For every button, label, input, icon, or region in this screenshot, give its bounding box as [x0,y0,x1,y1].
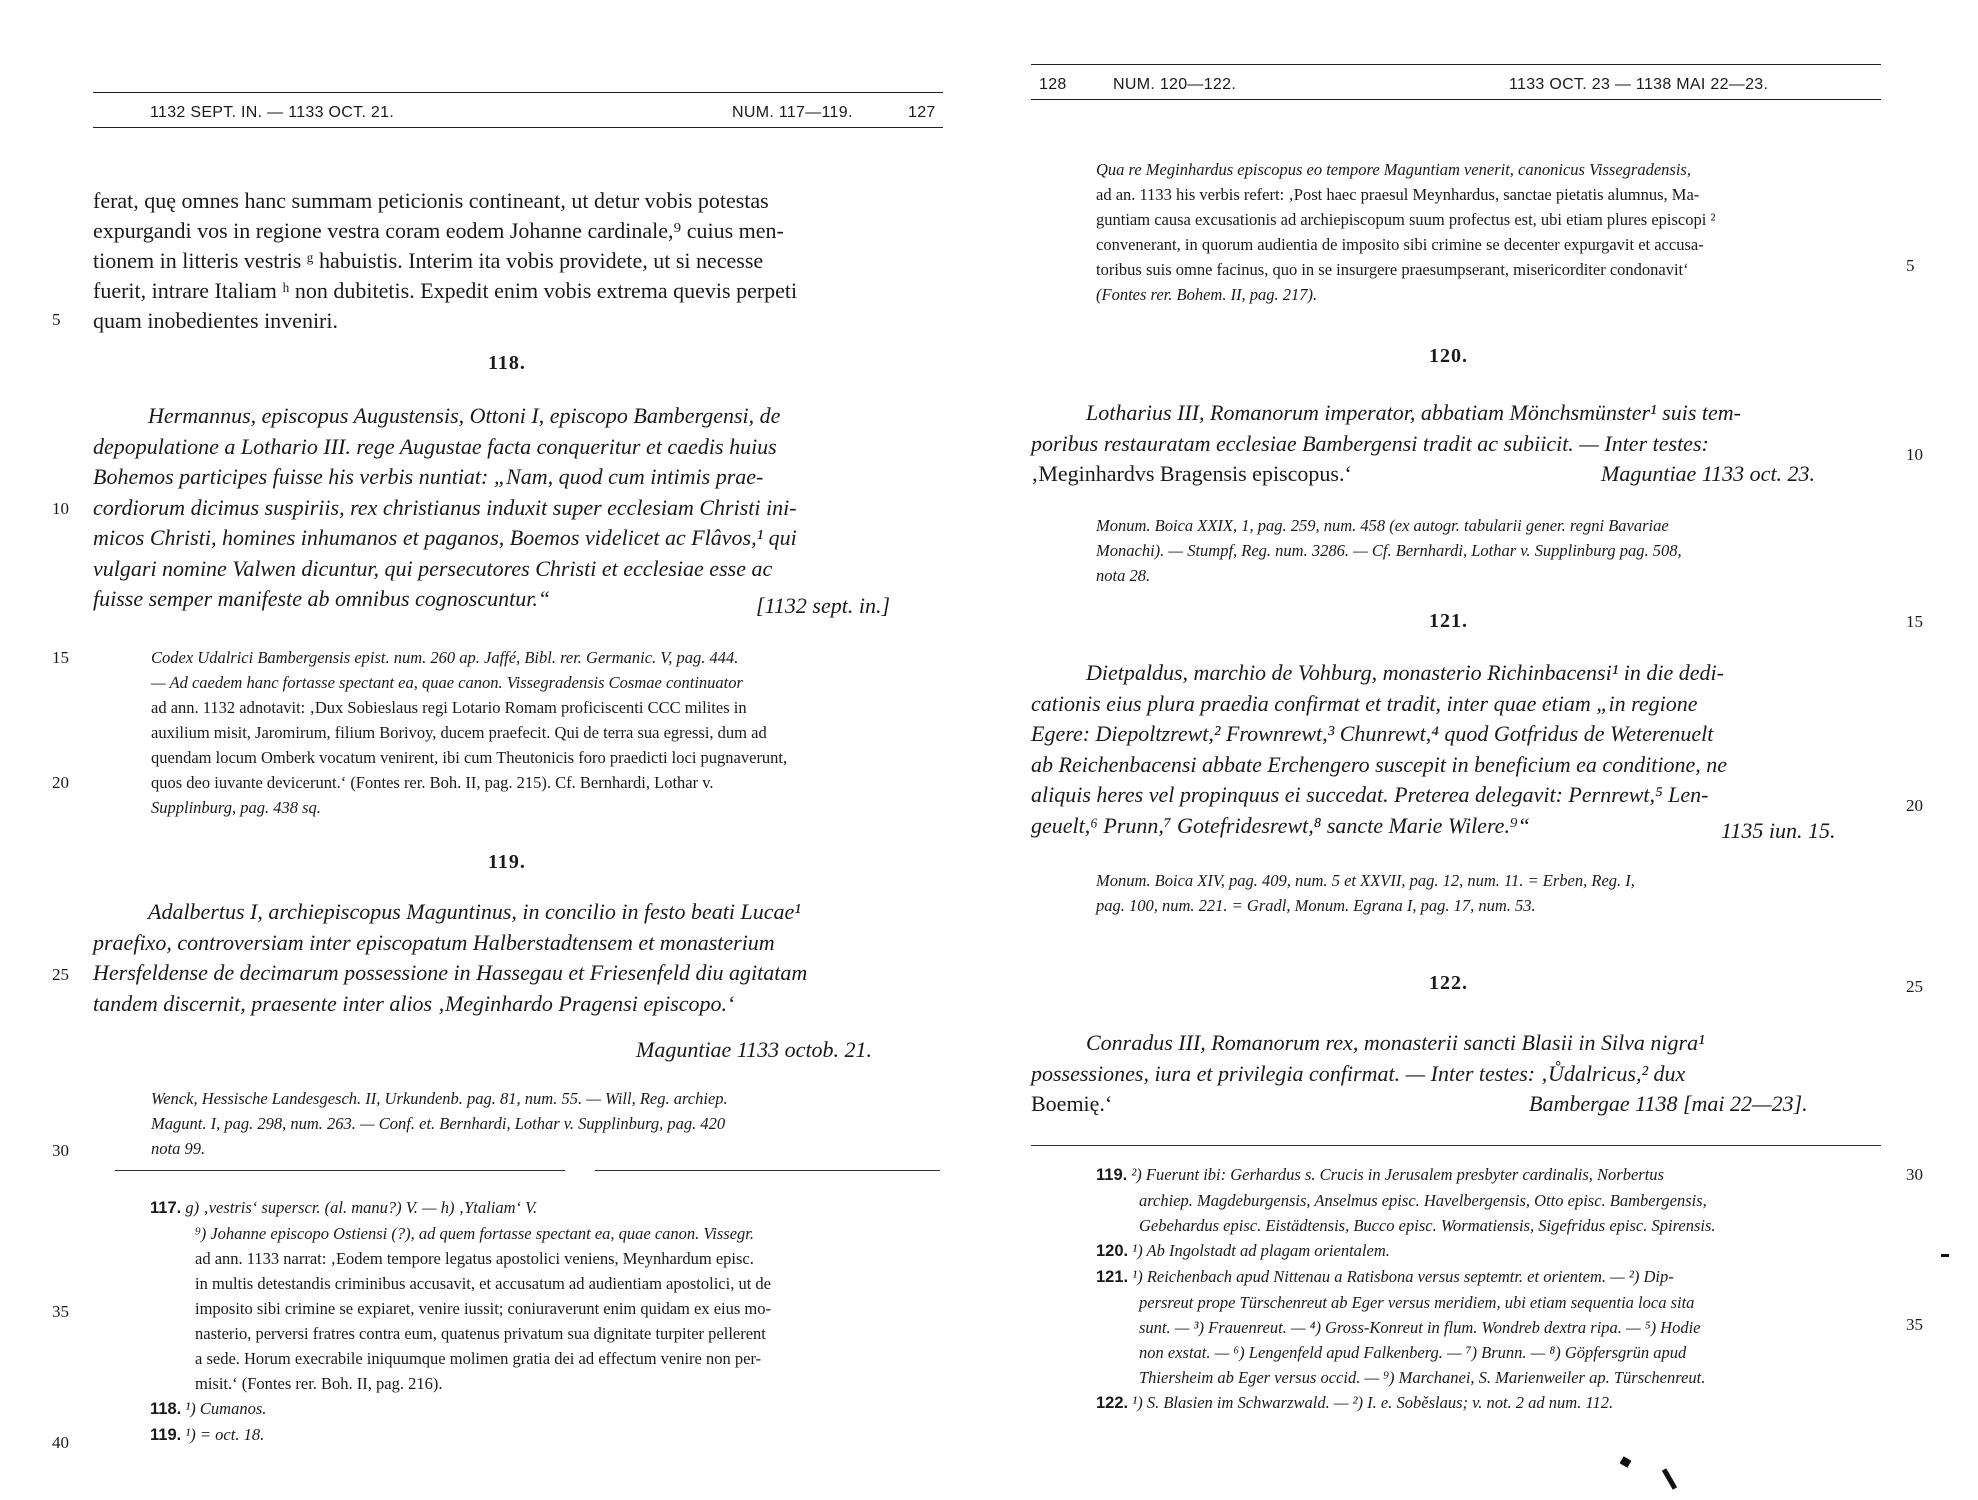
doc-number-120: 120. [1429,345,1468,367]
footnote-line: 119. ¹) = oct. 18. [150,1425,265,1444]
footnote-separator [1031,1145,1881,1146]
text-line: tionem in litteris vestris ᵍ habuistis. Interim ita vobis providete, ut si necesse [93,248,764,273]
text-line: possessiones, iura et privilegia confirmat. — Inter testes: ‚Ůdalricus,² dux [1031,1060,1686,1086]
footnote-line: ⁹) Johanne episcopo Ostiensi (?), ad quem fortasse spectant ea, quae canon. Vissegr. [195,1224,755,1243]
line-number: 5 [52,310,61,329]
right-page [989,0,1978,1500]
source-120 [1096,513,1886,588]
doc-number-122: 122. [1429,972,1468,994]
text-line: quendam locum Omberk vocatum venirent, ibi cum Theutonicis foro praedicti loci pugnaverunt, [151,748,788,767]
text-line: micos Christi, homines inhumanos et paganos, Boemos videlicet ac Flâvos,¹ qui [93,525,797,550]
footnote-line: non exstat. — ⁶) Lengenfeld apud Falkenberg. — ⁷) Brunn. — ⁸) Göpfersgrün apud [1139,1343,1687,1362]
header-rule-bottom [1031,99,1881,100]
footnote-line: nasterio, perversi fratres contra eum, quatenus privatum sua dignitate turpiter pellerent [195,1324,766,1343]
footnote-line: Gebehardus episc. Eistädtensis, Bucco episc. Wormatiensis, Sigefridus episc. Spirensis. [1139,1216,1716,1235]
line-number: 35 [52,1302,69,1321]
date-122: Bambergae 1138 [mai 22—23]. [1529,1091,1808,1116]
header-doc-range: NUM. 117—119. [732,104,853,121]
text-line: Monachi). — Stumpf, Reg. num. 3286. — Cf. Bernhardi, Lothar v. Supplinburg pag. 508, [1096,541,1682,560]
page-number: 127 [908,104,936,121]
footnote-separator [595,1170,940,1171]
text-line: convenerant, in quorum audientia de imposito sibi crimine se decenter expurgavit et accusa- [1096,235,1704,254]
text-line: Monum. Boica XIV, pag. 409, num. 5 et XXVII, pag. 12, num. 11. = Erben, Reg. I, [1096,871,1635,890]
date-118: [1132 sept. in.] [756,593,891,618]
doc-number-121: 121. [1429,610,1468,632]
scan-speck [1662,1468,1677,1490]
text-line: nota 99. [151,1139,206,1158]
text-line: Boemię.‘ [1031,1091,1113,1116]
line-number: 30 [1906,1165,1923,1184]
line-number: 10 [52,499,69,518]
footnote-line: in multis detestandis criminibus accusavit, et accusatum ad audientiam apostolici, ut de [195,1274,771,1293]
line-number: 25 [1906,977,1923,996]
text-line: Supplinburg, pag. 438 sq. [151,798,321,817]
regest-119 [93,897,938,1019]
text-line: cordiorum dicimus suspiriis, rex christianus induxit super ecclesiam Christi ini- [93,494,797,520]
text-line: fuisse semper manifeste ab omnibus cognoscuntur.“ [93,586,551,611]
text-line: auxilium misit, Jaromirum, filium Borivoy, ducem praefecit. Qui de terra sua egressi, dum ad [151,723,767,742]
text-line: Conradus III, Romanorum rex, monasterii sancti Blasii in Silva nigra¹ [1086,1030,1705,1055]
footnote-line: sunt. — ³) Frauenreut. — ⁴) Gross-Konreut in flum. Wondreb dextra ripa. — ⁵) Hodie [1139,1318,1701,1337]
text-line: cationis eius plura praedia confirmat et tradit, inter quae etiam „in regione [1031,690,1698,716]
scan-speck [1620,1456,1632,1467]
footnote-line: 119. ²) Fuerunt ibi: Gerhardus s. Crucis in Jerusalem presbyter cardinalis, Norbertus [1096,1165,1664,1184]
footnote-line: 122. ¹) S. Blasien im Schwarzwald. — ²) I. e. Soběslaus; v. not. 2 ad num. 112. [1096,1393,1614,1412]
text-line: toribus suis omne facinus, quo in se insurgere praesumpserant, misericorditer condonavit‘ [1096,260,1689,279]
text-line: ab Reichenbacensi abbate Erchengero suscepit in beneficium ea conditione, ne [1031,751,1728,777]
text-line: ferat, quę omnes hanc summam peticionis contineant, ut detur vobis potestas [93,188,769,213]
intro-paragraph [93,186,933,336]
line-number: 35 [1906,1315,1923,1334]
line-number: 15 [1906,612,1923,631]
text-line: Dietpaldus, marchio de Vohburg, monasterio Richinbacensi¹ in die dedi- [1086,660,1724,685]
text-line: geuelt,⁶ Prunn,⁷ Gotefridesrewt,⁸ sancte Marie Wilere.⁹“ [1031,812,1530,838]
text-line: depopulatione a Lothario III. rege Augustae facta conqueritur et caedis huius [93,433,777,459]
text-line: Codex Udalrici Bambergensis epist. num. 260 ap. Jaffé, Bibl. rer. Germanic. V, pag. 444. [151,648,739,667]
footnote-line: ad ann. 1133 narrat: ‚Eodem tempore legatus apostolici veniens, Meynhardum episc. [195,1249,754,1268]
date-120: Maguntiae 1133 oct. 23. [1601,461,1816,486]
text-line: Lotharius III, Romanorum imperator, abbatiam Mönchsmünster¹ suis tem- [1086,400,1741,425]
text-line: Qua re Meginhardus episcopus eo tempore Maguntiam venerit, canonicus Vissegradensis, [1096,160,1691,179]
footnote-line: Thiersheim ab Eger versus occid. — ⁹) Marchanei, S. Marienweiler ap. Türschenreut. [1139,1368,1706,1387]
line-number: 25 [52,965,69,984]
text-line: aliquis heres vel propinquus ei succedat. Preterea delegavit: Pernrewt,⁵ Len- [1031,782,1709,807]
date-119: Maguntiae 1133 octob. 21. [636,1037,873,1062]
text-line: poribus restauratam ecclesiae Bambergensi tradit ac subiicit. — Inter testes: [1031,430,1709,456]
text-line: tandem discernit, praesente inter alios ‚Meginhardo Pragensi episcopo.‘ [93,990,735,1016]
intro-note [1096,157,1886,307]
footnote-line: archiep. Magdeburgensis, Anselmus episc. Havelbergensis, Otto episc. Bambergensis, [1139,1191,1707,1210]
text-line: Hersfeldense de decimarum possessione in Hassegau et Friesenfeld diu agitatam [93,960,808,985]
text-line: Wenck, Hessische Landesgesch. II, Urkundenb. pag. 81, num. 55. — Will, Reg. archiep. [151,1089,728,1108]
text-line: fuerit, intrare Italiam ʰ non dubitetis. Expedit enim vobis extrema quevis perpeti [93,278,798,303]
line-number: 5 [1906,256,1915,275]
header-rule-top [93,92,943,93]
doc-number-118: 118. [488,352,526,374]
text-line: Egere: Diepoltzrewt,² Frownrewt,³ Chunrewt,⁴ quod Gotfridus de Weterenuelt [1031,721,1714,746]
header-date-range: 1133 OCT. 23 — 1138 MAI 22—23. [1509,76,1769,93]
text-line: ad an. 1133 his verbis refert: ‚Post haec praesul Meynhardus, sanctae pietatis alumnus, Ma- [1096,185,1700,204]
footnote-line: 120. ¹) Ab Ingolstadt ad plagam orientalem. [1096,1241,1390,1260]
text-line: ad ann. 1132 adnotavit: ‚Dux Sobieslaus regi Lotario Romam proficiscenti CCC milites in [151,698,747,717]
source-118 [151,645,941,820]
text-line: ‚Meginhardvs Bragensis episcopus.‘ [1031,461,1352,486]
regest-118 [93,401,938,615]
page-number: 128 [1039,76,1067,93]
source-119 [151,1086,941,1161]
text-line: guntiam causa excusationis ad archiepiscopum suum profectus est, ubi etiam plures episcopi ² [1096,210,1716,229]
date-121: 1135 iun. 15. [1721,818,1836,843]
text-line: Magunt. I, pag. 298, num. 263. — Conf. et. Bernhardi, Lothar v. Supplinburg, pag. 420 [151,1114,726,1133]
line-number: 20 [52,773,69,792]
footnote-line: 117. g) ‚vestris‘ superscr. (al. manu?) V. — h) ‚Ytaliam‘ V. [150,1198,538,1217]
text-line: Bohemos participes fuisse his verbis nuntiat: „Nam, quod cum intimis prae- [93,464,764,489]
footnote-line: 118. ¹) Cumanos. [150,1399,267,1418]
text-line: — Ad caedem hanc fortasse spectant ea, quae canon. Vissegradensis Cosmae continuator [151,673,743,692]
line-number: 15 [52,648,69,667]
header-rule-bottom [93,127,943,128]
header-rule-top [1031,64,1881,65]
text-line: Monum. Boica XXIX, 1, pag. 259, num. 458 (ex autogr. tabularii gener. regni Bavariae [1096,516,1669,535]
text-line: Adalbertus I, archiepiscopus Maguntinus, in concilio in festo beati Lucae¹ [148,899,801,924]
source-121 [1096,868,1886,918]
line-number: 40 [52,1433,69,1452]
scan-speck [1941,1254,1949,1257]
footnotes [1096,1162,1896,1416]
doc-number-119: 119. [488,851,526,873]
footnote-line: 121. ¹) Reichenbach apud Nittenau a Ratisbona versus septemtr. et orientem. — ²) Dip- [1096,1267,1674,1286]
text-line: quam inobedientes inveniri. [93,308,338,333]
footnote-line: a sede. Horum execrabile iniquumque molimen gratia dei ad effectum venire non per- [195,1349,762,1368]
text-line: (Fontes rer. Bohem. II, pag. 217). [1096,285,1318,304]
text-line: nota 28. [1096,566,1151,585]
footnote-line: imposito sibi crimine se expiaret, venire iussit; coniuraverunt enim quidam ex eius mo- [195,1299,771,1318]
footnote-line: persreut prope Türschenreut ab Eger versus meridiem, ubi etiam sequentia loca sita [1139,1293,1695,1312]
text-line: quos deo iuvante devicerunt.‘ (Fontes rer. Boh. II, pag. 215). Cf. Bernhardi, Lothar v. [151,773,714,792]
text-line: expurgandi vos in regione vestra coram eodem Johanne cardinale,⁹ cuius men- [93,218,784,243]
text-line: praefixo, controversiam inter episcopatum Halberstadtensem et monasterium [93,929,775,955]
regest-121 [1031,658,1876,841]
text-line: Hermannus, episcopus Augustensis, Ottoni I, episcopo Bambergensi, de [148,403,781,428]
text-line: pag. 100, num. 221. = Gradl, Monum. Egrana I, pag. 17, num. 53. [1096,896,1536,915]
header-date-range: 1132 SEPT. IN. — 1133 OCT. 21. [150,104,395,121]
line-number: 30 [52,1141,69,1160]
line-number: 20 [1906,796,1923,815]
line-number: 10 [1906,445,1923,464]
footnote-line: misit.‘ (Fontes rer. Boh. II, pag. 216). [195,1374,443,1393]
footnotes [150,1195,950,1448]
footnote-separator [115,1170,565,1171]
header-doc-range: NUM. 120—122. [1113,76,1237,93]
text-line: vulgari nomine Valwen dicuntur, qui persecutores Christi et ecclesiae esse ac [93,555,773,581]
